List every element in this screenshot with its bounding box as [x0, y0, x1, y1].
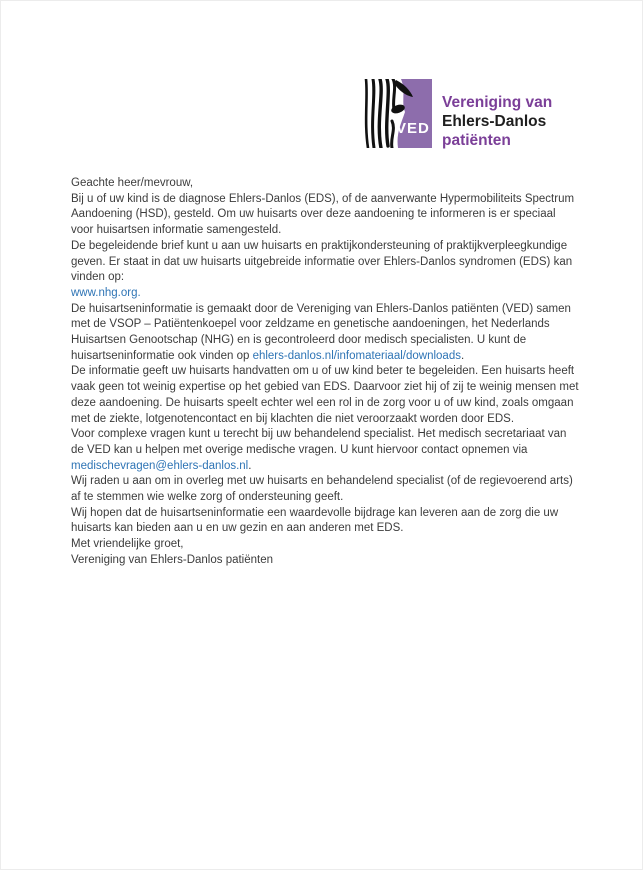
ved-logo-text: VED	[396, 120, 430, 137]
paragraph-huisartseninformatie	[71, 302, 581, 365]
salutation: Geachte heer/mevrouw,	[71, 177, 194, 189]
link-email-medischevragen[interactable]: medischevragen@ehlers-danlos.nl	[71, 459, 249, 472]
closing-salutation: Met vriendelijke groet,	[71, 538, 184, 551]
paragraph-handvatten: De informatie geeft uw huisarts handvatten om u of uw kind beter te begeleiden. Een huisarts heeft vaak geen tot weinig expertise op het gebied van EDS. Daarvoor ziet hij of zij te weinig mensen met deze aandoening. De huisarts speelt echter wel een rol in de zorg voor u of uw kind, zoals omgaan met de ziekte, lotgenotencontact en bij klachten die niet veroorzaakt worden door EDS.	[71, 365, 579, 425]
paragraph-text: De huisartseninformatie is gemaakt door de Vereniging van Ehlers-Danlos patiënten (VED) samen met de VSOP – Patiëntenkoepel voor zeldzame en genetische aandoeningen, het Nederlands Huisartsen Genootschap (NHG) en is gecontroleerd door medisch specialisten. U kunt de huisartseninformatie ook vinden op	[71, 302, 571, 362]
ved-logo	[363, 79, 552, 150]
letter-content	[71, 176, 581, 569]
paragraph-diagnose: Bij u of uw kind is de diagnose Ehlers-Danlos (EDS), of de aanverwante Hypermobiliteits Spectrum Aandoening (HSD), gesteld. Om uw huisarts over deze aandoening te informeren is er speciaal voor huisartsen informatie samengesteld.	[71, 192, 575, 237]
logo-line-ehlers-danlos: Ehlers-Danlos	[442, 113, 547, 130]
paragraph-begeleidende-brief: De begeleidende brief kunt u aan uw huisarts en praktijkondersteuning of praktijkverpleegkundige geven. Er staat in dat uw huisarts uitgebreide informatie over Ehlers-Danlos syndromen (EDS) kan vinden op:	[71, 239, 573, 284]
logo-line-vereniging: Vereniging van	[442, 94, 553, 111]
link-nhg[interactable]: www.nhg.org.	[71, 286, 141, 299]
ved-logo-mark	[363, 79, 432, 148]
paragraph-text: .	[248, 459, 252, 472]
logo-line-patienten: patiënten	[442, 132, 511, 149]
paragraph-text: Voor complexe vragen kunt u terecht bij uw behandelend specialist. Het medisch secretariaat van de VED kan u helpen met overige medische vragen. U kunt hiervoor contact opnemen via	[71, 428, 567, 456]
zebra-icon	[363, 79, 432, 148]
paragraph-hopen: Wij hopen dat de huisartseninformatie een waardevolle bijdrage kan leveren aan de zorg die uw huisarts kan bieden aan u en uw gezin en aan anderen met EDS.	[71, 506, 559, 535]
signature-organisation: Vereniging van Ehlers-Danlos patiënten	[71, 553, 274, 566]
paragraph-complexe-vragen	[71, 427, 581, 474]
paragraph-overleg: Wij raden u aan om in overleg met uw huisarts en behandelend specialist (of de regievoerend arts) af te stemmen wie welke zorg of ondersteuning geeft.	[71, 475, 573, 504]
paragraph-text: .	[460, 349, 465, 362]
link-ehlers-danlos-downloads[interactable]: ehlers-danlos.nl/infomateriaal/downloads	[252, 349, 461, 362]
ved-logo-wordmark	[442, 79, 552, 150]
link-line-nhg	[71, 286, 581, 302]
